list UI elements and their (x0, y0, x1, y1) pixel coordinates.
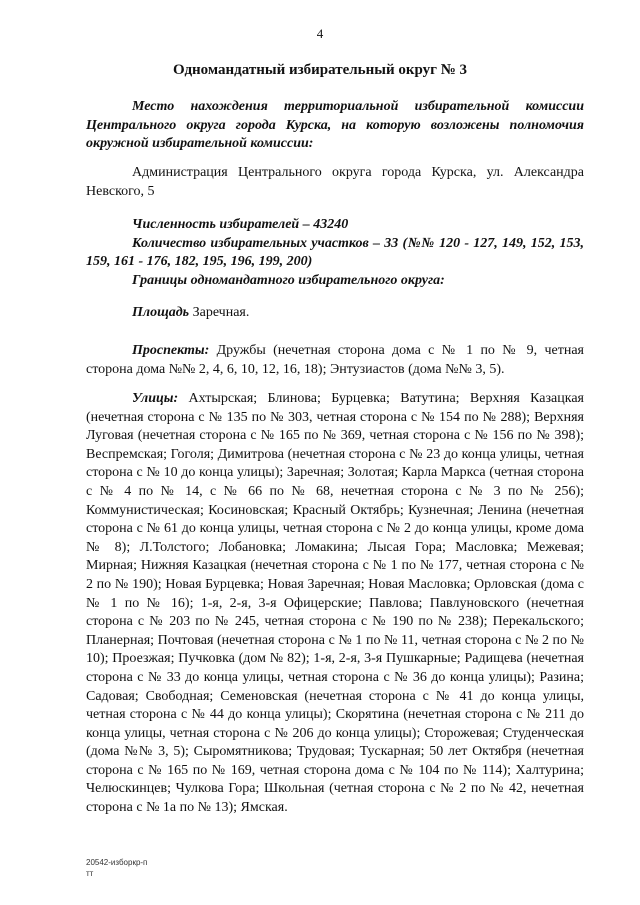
avenues-text: Дружбы (нечетная сторона дома с № 1 по № 9, четная сторона дома №№ 2, 4, 6, 10, 12, 16, 18); Энтузиастов (дома №№ 3, 5). (86, 343, 584, 377)
footer-code: 20542-изборкр-п (86, 858, 148, 867)
voters-section (86, 216, 584, 290)
avenues-label: Проспекты: (132, 343, 210, 358)
commission-address: Администрация Центрального округа города Курска, ул. Александра Невского, 5 (86, 165, 584, 199)
district-title: Одномандатный избирательный округ № 3 (172, 62, 468, 78)
avenues-paragraph (86, 342, 584, 379)
square-paragraph (86, 304, 584, 323)
square-label: Площадь (132, 305, 190, 320)
footer-sub: тт (86, 869, 94, 878)
square-text: Заречная. (192, 305, 250, 320)
commission-heading: Место нахождения территориальной избирательной комиссии Центрального округа города Курска, на которую возложены полномочия окружной избирательной комиссии: (86, 99, 584, 152)
voters-count: Численность избирателей – 43240 (132, 217, 349, 232)
streets-label: Улицы: (132, 391, 179, 406)
streets-paragraph (86, 390, 584, 818)
streets-text: Ахтырская; Блинова; Бурцевка; Ватутина; Верхняя Казацкая (нечетная сторона с № 135 по № 303, четная сторона с № 154 по № 288); Верхняя Луговая (нечетная сторона с № 165 по № 369, четная сторона с № 156 по № 398); Веспремская; Гоголя; Димитрова (нечетная сторона с № 23 до конца улицы, четная сторона с № 10 до конца улицы); Заречная; Золотая; Карла Маркса (четная сторона с № 4 по № 14, с № 66 по № 68, нечетная сторона с № 3 по № 256); Коммунистическая; Косиновская; Красный Октябрь; Кузнечная; Ленина (нечетная сторона с № 61 до конца улицы, четная сторона с № 2 до конца улицы, кроме дома № 8); Л.Толстого; Лобановка; Ломакина; Лысая Гора; Масловка; Межевая; Мирная; Нижняя Казацкая (нечетная сторона с № 1 по № 177, четная сторона с № 2 по № 190); Новая Бурцевка; Новая Заречная; Новая Масловка; Орловская (дома с № 1 по № 16); 1-я, 2-я, 3-я Офицерские; Павлова; Павлуновского (нечетная сторона с № 203 по № 245, четная сторона с № 190 по № 238); Перекальского; Планерная; Почтовая (нечетная сторона с № 1 по № 11, четная сторона с № 2 по № 10); Проезжая; Пучковка (дом № 82); 1-я, 2-я, 3-я Пушкарные; Радищева (нечетная сторона с № 33 до конца улицы, четная сторона с № 36 до конца улицы); Разина; Садовая; Свободная; Семеновская (нечетная сторона с № 41 до конца улицы, четная сторона с № 44 до конца улицы); Скорятина (нечетная сторона с № 211 до конца улицы, четная сторона с № 206 до конца улицы); Сторожевая; Студенческая (дома №№ 3, 5); Сыромятникова; Трудовая; Тускарная; 50 лет Октября (нечетная сторона с № 165 по № 169, четная сторона дома с № 104 по № 114); Халтурина; Челюскинцев; Чулкова Гора; Школьная (четная сторона с № 2 по № 42, нечетная сторона с № 1а по № 13); Ямская. (86, 391, 584, 816)
page-number: 4 (316, 26, 324, 41)
document-footer (86, 857, 147, 879)
boundaries-heading: Границы одномандатного избирательного округа: (132, 272, 445, 288)
precincts-count: Количество избирательных участков – 33 (№№ 120 - 127, 149, 152, 153, 159, 161 - 176, 182, 195, 196, 199, 200) (86, 235, 584, 270)
